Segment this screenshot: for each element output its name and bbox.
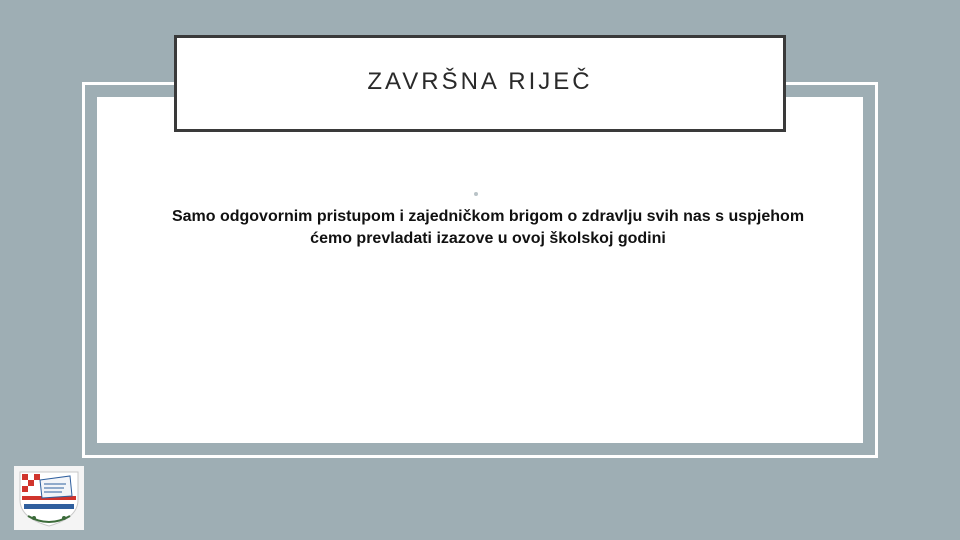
school-crest-icon (14, 466, 84, 530)
slide-body-text: Samo odgovornim pristupom i zajedničkom brigom o zdravlju svih nas s uspjehom ćemo prevladati izazove u ovoj školskoj godini (171, 208, 805, 247)
bullet-icon (474, 192, 478, 196)
title-box (174, 35, 786, 132)
slide-title: ZAVRŠNA RIJEČ (367, 67, 593, 95)
content-panel (97, 97, 863, 443)
